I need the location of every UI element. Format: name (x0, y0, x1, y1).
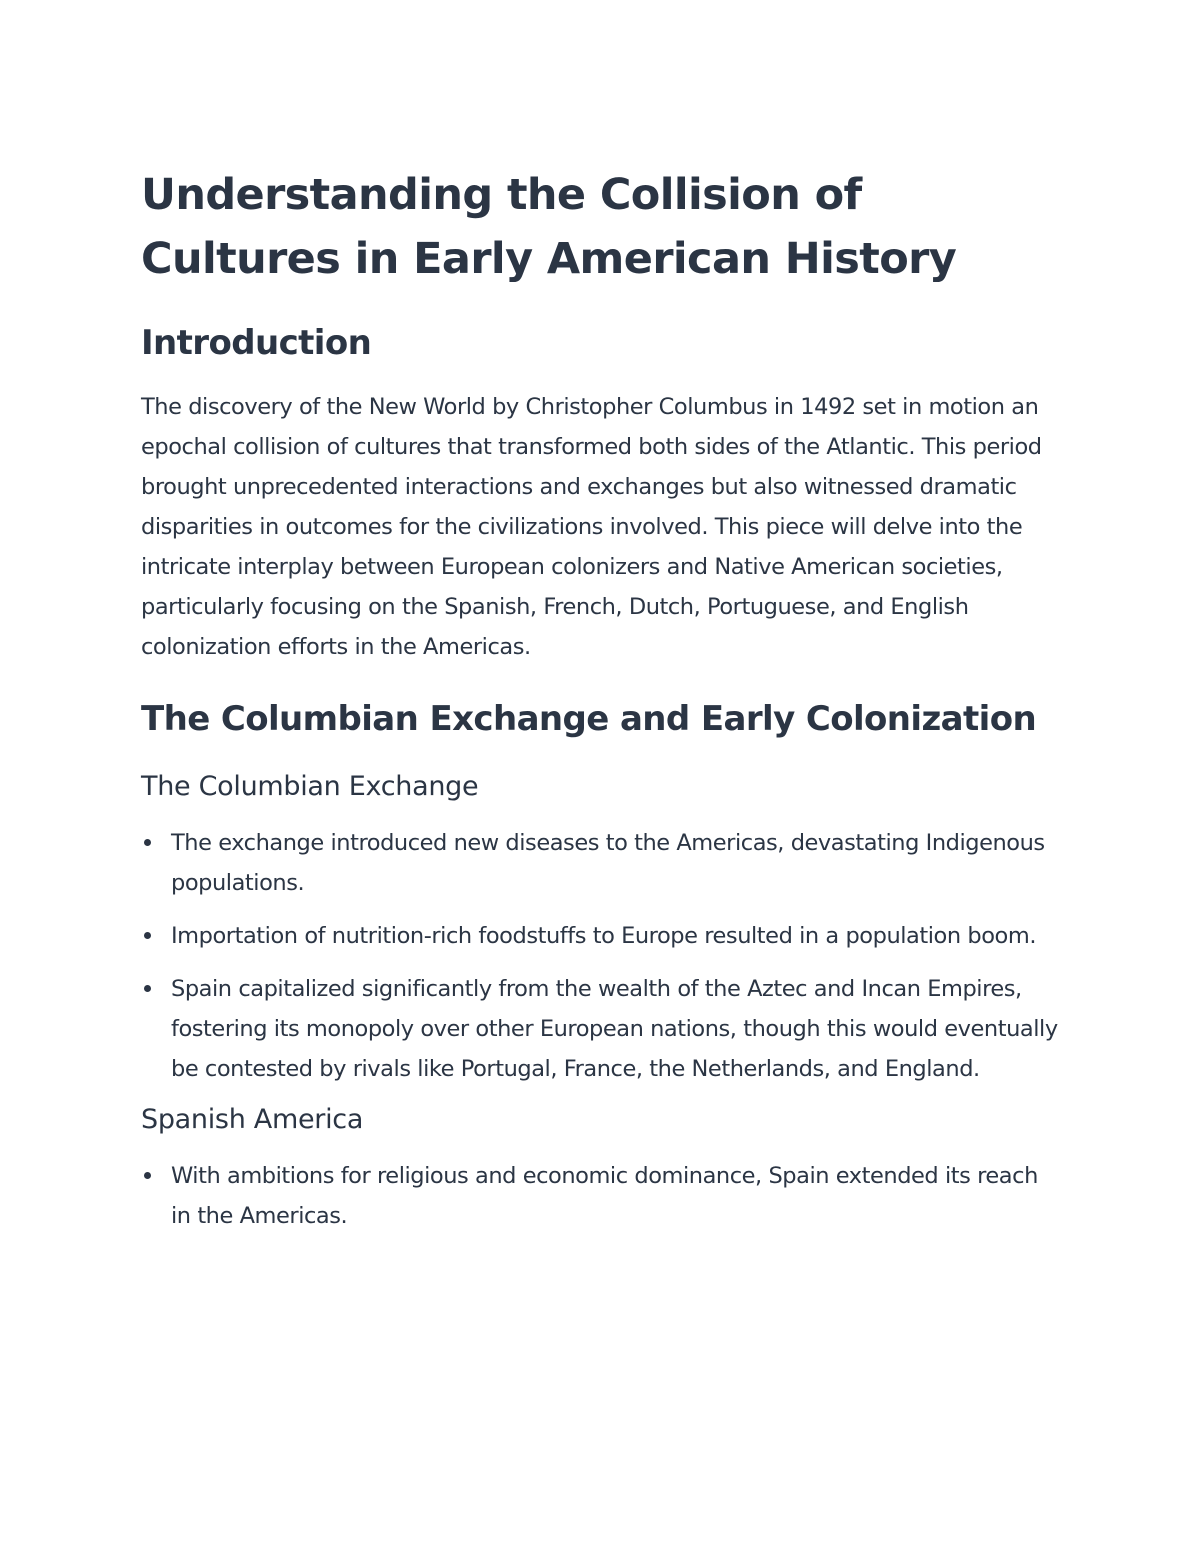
bullet-icon (144, 985, 151, 992)
section-heading-columbian-exchange-early-colonization: The Columbian Exchange and Early Colonization (141, 699, 1037, 739)
document-title: Understanding the Collision of Cultures in Early American History (141, 170, 957, 284)
bullet-icon (144, 1172, 151, 1179)
list-item-text: Importation of nutrition-rich foodstuffs to Europe resulted in a population boom. (171, 923, 1037, 949)
introduction-heading: Introduction (141, 323, 372, 363)
subheading-columbian-exchange: The Columbian Exchange (141, 771, 479, 802)
list-item (141, 823, 1061, 903)
bullet-icon (144, 932, 151, 939)
bullet-icon (144, 839, 151, 846)
list-item (141, 1156, 1061, 1236)
list-item (141, 916, 1061, 956)
columbian-exchange-list (141, 823, 1061, 1089)
list-item-text: The exchange introduced new diseases to the Americas, devastating Indigenous populations. (171, 830, 1045, 896)
subheading-spanish-america: Spanish America (141, 1104, 364, 1135)
list-item (141, 969, 1061, 1089)
spanish-america-list (141, 1156, 1061, 1236)
introduction-paragraph: The discovery of the New World by Christopher Columbus in 1492 set in motion an epochal collision of cultures that transformed both sides of the Atlantic. This period brought unprecedented interactions and exchanges but also witnessed dramatic disparities in outcomes for the civilizations involved. This piece will delve into the intricate interplay between European colonizers and Native American societies, particularly focusing on the Spanish, French, Dutch, Portuguese, and English colonization efforts in the Americas. (141, 394, 1042, 660)
document-page (141, 163, 1061, 1249)
list-item-text: With ambitions for religious and economic dominance, Spain extended its reach in the Americas. (171, 1163, 1038, 1229)
list-item-text: Spain capitalized significantly from the wealth of the Aztec and Incan Empires, fostering its monopoly over other European nations, though this would eventually be contested by rivals like Portugal, France, the Netherlands, and England. (171, 976, 1058, 1082)
